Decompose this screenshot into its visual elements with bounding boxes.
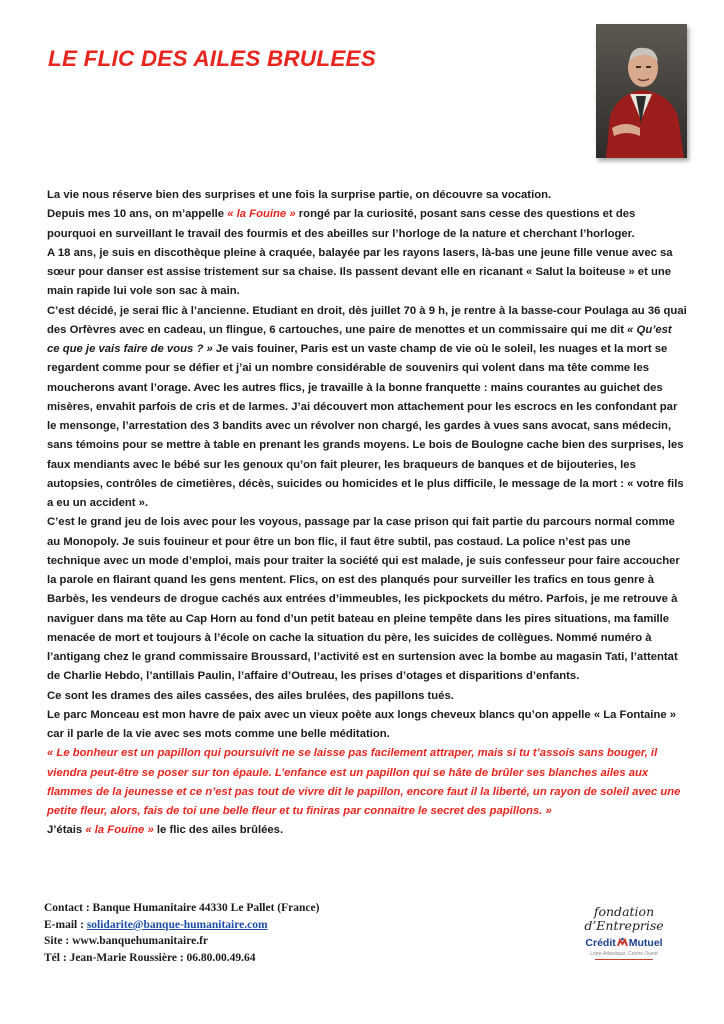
paragraph: Depuis mes 10 ans, on m’appelle « la Fouine » rongé par la curiosité, posant sans cesse des questions et des pourquoi en surveillant le travail des fourmis et des abeilles sur l’horloge de la nature et cherchant l’horloger. xyxy=(47,208,636,240)
quoted-question: « Qu’est ce que je vais faire de vous ? » xyxy=(47,323,672,355)
email-link[interactable]: solidarite@banque-humanitaire.com xyxy=(86,918,268,931)
page-title: LE FLIC DES AILES BRULEES xyxy=(48,46,376,71)
portrait-photo xyxy=(596,24,687,158)
paragraph: C’est le grand jeu de lois avec pour les voyous, passage par la case prison qui fait partie du parcours normal comme au Monopoly. Je suis fouineur et pour être un bon flic, il faut être subtil, pas costaud. La police n’est pas une technique avec un mode d’emploi, mais pour traiter la société qui est malade, je suis confesseur pour faire accoucher la parole en flairant quand les gens mentent. Flics, on est des planqués pour surveiller les trafics en tous genre à Barbès, les vendeurs de drogue cachés aux entrées d’immeubles, les pickpockets du métro. Parfois, je me retrouve à naviguer dans ma tête au Cap Horn au fond d’un petit bateau en pleine tempête dans les pires situations, ma famille menacée de mort et toujours à l’école on cache la situation du père, les suicides de collègues. Nommé numéro à l’antigang chez le grand commissaire Broussard, l’activité est en surtension avec la bombe au magasin Tati, l’attentat de Charlie Hebdo, l’antillais Paulin, l’affaire d’Outreau, les prises d’otages et disparitions d’enfants. xyxy=(47,516,680,683)
paragraph: Ce sont les drames des ailes cassées, des ailes brulées, des papillons tués. xyxy=(47,689,454,702)
paragraph: La vie nous réserve bien des surprises et une fois la surprise partie, on découvre sa vocation. xyxy=(47,189,552,201)
nickname: « la Fouine » xyxy=(85,824,154,837)
nickname: « la Fouine » xyxy=(227,208,296,221)
paragraph: C’est décidé, je serai flic à l’ancienne. Etudiant en droit, dès juillet 70 à 9 h, je rentre à la basse-cour Poulaga au 36 quai des Orfèvres avec en cadeau, un flingue, 6 cartouches, une paire de menottes et un commissaire qui me dit « Qu’est ce que je vais faire de vous ? » Je vais fouiner, Paris est un vaste champ de vie où le soleil, les nuages et la mort se regardent comme pour se défier et j’ai un nombre considérable de souvenirs qui volent dans ma tête comme les moucherons avant l’orage. Avec les autres flics, je travaille à la bonne franquette : mains courantes au guichet des misères, envahit parfois de cris et de larmes. J’ai découvert mon attachement pour les escrocs en les confondant par le mensonge, l’arrestation des 3 bandits avec un révolver non chargé, les gardes à vues sans avocat, sans médecin, sans témoins pour se mettre à table en prenant les grands moyens. Le bois de Boulogne cache bien des surprises, les faux mendiants avec le bébé sur les genoux qu’on fait pleurer, les braqueurs de banques et de bijouteries, les autopsies, contrôles de cimetières, décès, suicides ou homicides et le plus difficile, le message de la mort : « votre fils a eu un accident ». xyxy=(47,304,687,509)
paragraph: J’étais « la Fouine » le flic des ailes brûlées. xyxy=(47,824,284,837)
contact-site: Site : www.banquehumanitaire.fr xyxy=(44,935,208,947)
contact-email: E-mail : solidarite@banque-humanitaire.com xyxy=(44,918,268,931)
credit-mutuel-logo-icon xyxy=(617,937,628,951)
contact-phone: Tél : Jean-Marie Roussière : 06.80.00.49.64 xyxy=(44,951,256,964)
butterfly-quote: « Le bonheur est un papillon qui poursuivit ne se laisse pas facilement attraper, mais si tu t’assois sans bouger, il viendra peut-être se poser sur ton épaule. L’enfance est un papillon qui se hâte de brûler ses blanches ailes aux flammes de la jeunesse et ce n’est pas tout de vivre dit le papillon, encore faut il la liberté, un rayon de soleil avec une petite fleur, alors, fais de toi une belle fleur et tu finiras par connaitre le secret des papillons. » xyxy=(47,747,681,817)
paragraph: Le parc Monceau est mon havre de paix avec un vieux poète aux longs cheveux blancs qu’on appelle « La Fontaine » car il parle de la vie avec ses mots comme une belle méditation. xyxy=(47,708,677,740)
contact-block xyxy=(44,900,319,966)
article-body xyxy=(47,186,687,841)
contact-address: Contact : Banque Humanitaire 44330 Le Pallet (France) xyxy=(44,902,320,914)
logo-underline xyxy=(595,959,653,960)
foundation-logo: fondation d’Entreprise Crédit Mutuel Loire-Atlantique, Centre Ouest xyxy=(578,905,670,960)
paragraph: A 18 ans, je suis en discothèque pleine à craquée, balayée par les rayons lasers, là-bas une jeune fille venue avec sa sœur pour danser est assise tristement sur sa chaise. Ils passent devant elle en ricanant « Salut la boiteuse » et une main rapide lui vole son sac à main. xyxy=(47,246,673,298)
